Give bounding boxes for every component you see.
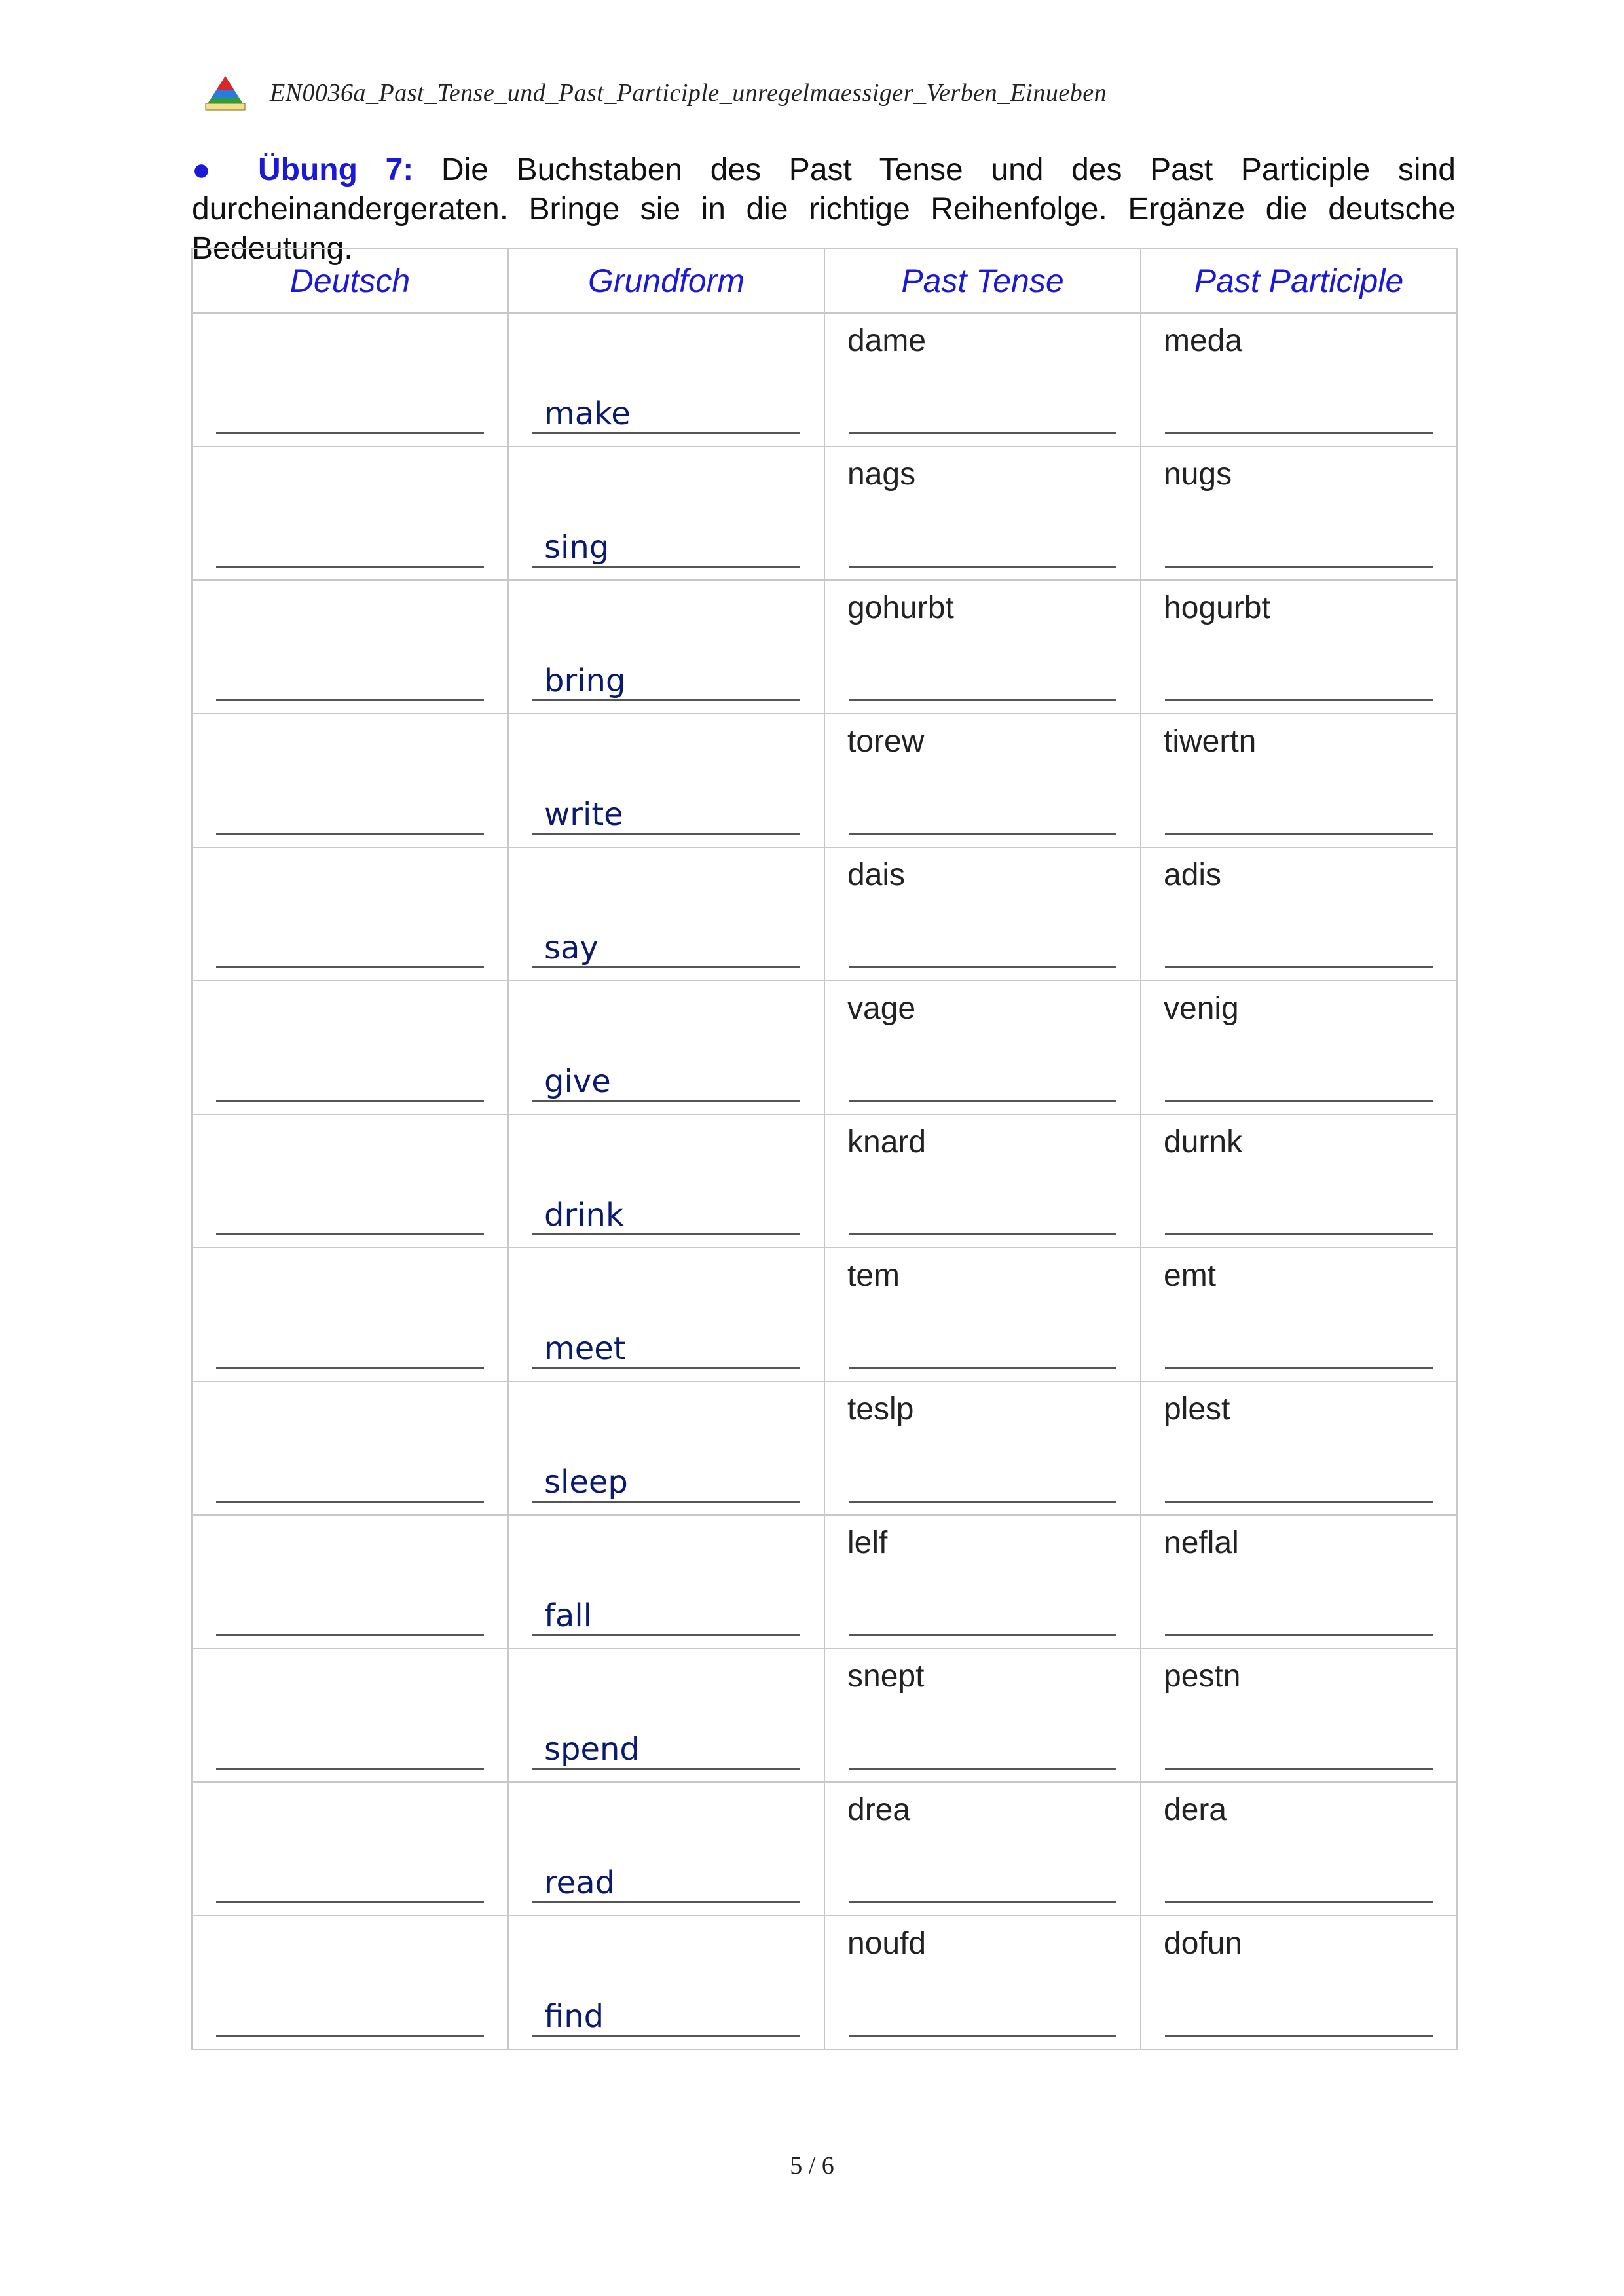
- scrambled-past-tense: teslp: [847, 1392, 914, 1427]
- document-title: EN0036a_Past_Tense_und_Past_Participle_unregelmaessiger_Verben_Einueben: [270, 79, 1107, 107]
- grundform-word: spend: [544, 1731, 640, 1768]
- verb-table: [191, 248, 1458, 2050]
- table-row: [192, 1916, 1457, 2049]
- cell-past-tense: [824, 580, 1141, 714]
- scrambled-past-tense: knard: [847, 1125, 927, 1159]
- grundform-line: [532, 923, 800, 968]
- past-tense-answer-line[interactable]: [849, 566, 1116, 568]
- scrambled-past-participle: dera: [1164, 1793, 1227, 1827]
- deutsch-answer-line[interactable]: [216, 432, 484, 434]
- cell-grundform: [508, 714, 824, 847]
- cell-deutsch: [192, 446, 508, 580]
- past-participle-answer-line[interactable]: [1165, 1367, 1433, 1369]
- past-participle-answer-line[interactable]: [1165, 566, 1433, 568]
- cell-grundform: [508, 1916, 824, 2049]
- deutsch-answer-line[interactable]: [216, 1768, 484, 1770]
- cell-past-participle: [1141, 580, 1457, 714]
- grundform-word: read: [544, 1865, 616, 1901]
- deutsch-answer-line[interactable]: [216, 1367, 484, 1369]
- past-participle-answer-line[interactable]: [1165, 966, 1433, 968]
- scrambled-past-participle: plest: [1164, 1392, 1230, 1427]
- header-past-participle: Past Participle: [1141, 249, 1457, 313]
- table-row: [192, 981, 1457, 1114]
- cell-deutsch: [192, 580, 508, 714]
- past-participle-answer-line[interactable]: [1165, 699, 1433, 701]
- deutsch-answer-line[interactable]: [216, 1901, 484, 1903]
- past-tense-answer-line[interactable]: [849, 699, 1116, 701]
- grundform-word: give: [544, 1063, 611, 1100]
- grundform-line: [532, 1324, 800, 1369]
- scrambled-past-tense: nags: [847, 457, 916, 492]
- cell-past-participle: [1141, 714, 1457, 847]
- header-grundform: Grundform: [508, 249, 824, 313]
- instruction-text: Die Buchstaben des Past Tense und des Past Participle sind durcheinandergeraten. Bringe sie in die richtige Reihenfolge. Ergänze die deutsche Bedeutung.: [192, 153, 1456, 266]
- cell-grundform: [508, 1649, 824, 1782]
- table-row: [192, 1649, 1457, 1782]
- cell-deutsch: [192, 1515, 508, 1649]
- cell-deutsch: [192, 1114, 508, 1248]
- table-row: [192, 1515, 1457, 1649]
- past-participle-answer-line[interactable]: [1165, 1233, 1433, 1235]
- cell-past-participle: [1141, 446, 1457, 580]
- cell-grundform: [508, 1515, 824, 1649]
- cell-grundform: [508, 1114, 824, 1248]
- scrambled-past-participle: dofun: [1164, 1926, 1243, 1961]
- past-tense-answer-line[interactable]: [849, 2035, 1116, 2037]
- cell-past-participle: [1141, 313, 1457, 446]
- page-number: 5 / 6: [790, 2152, 834, 2179]
- table-row: [192, 446, 1457, 580]
- cell-past-tense: [824, 1916, 1141, 2049]
- grundform-word: bring: [544, 663, 626, 699]
- publisher-logo-icon: [204, 75, 246, 111]
- grundform-line: [532, 1858, 800, 1903]
- grundform-line: [532, 1457, 800, 1503]
- cell-past-tense: [824, 1248, 1141, 1381]
- cell-past-tense: [824, 1381, 1141, 1515]
- grundform-word: meet: [544, 1330, 626, 1367]
- deutsch-answer-line[interactable]: [216, 1100, 484, 1102]
- deutsch-answer-line[interactable]: [216, 1501, 484, 1503]
- grundform-line: [532, 389, 800, 434]
- scrambled-past-participle: durnk: [1164, 1125, 1243, 1159]
- past-participle-answer-line[interactable]: [1165, 1901, 1433, 1903]
- table-row: [192, 580, 1457, 714]
- past-tense-answer-line[interactable]: [849, 1233, 1116, 1235]
- exercise-label: Übung 7:: [257, 153, 414, 187]
- cell-deutsch: [192, 1248, 508, 1381]
- past-tense-answer-line[interactable]: [849, 1634, 1116, 1636]
- cell-past-tense: [824, 446, 1141, 580]
- cell-past-participle: [1141, 1782, 1457, 1916]
- cell-grundform: [508, 1782, 824, 1916]
- scrambled-past-tense: dais: [847, 858, 906, 892]
- past-tense-answer-line[interactable]: [849, 1100, 1116, 1102]
- cell-grundform: [508, 1381, 824, 1515]
- cell-deutsch: [192, 847, 508, 981]
- grundform-line: [532, 1724, 800, 1770]
- table-row: [192, 313, 1457, 446]
- document-header: [204, 73, 1107, 113]
- cell-past-tense: [824, 1782, 1141, 1916]
- cell-past-participle: [1141, 1916, 1457, 2049]
- past-tense-answer-line[interactable]: [849, 1768, 1116, 1770]
- header-past-tense: Past Tense: [824, 249, 1141, 313]
- bullet-icon: ●: [192, 153, 231, 187]
- grundform-line: [532, 1992, 800, 2037]
- past-participle-answer-line[interactable]: [1165, 1501, 1433, 1503]
- table-row: [192, 1248, 1457, 1381]
- table-body: [192, 313, 1457, 2049]
- header-deutsch: Deutsch: [192, 249, 508, 313]
- scrambled-past-tense: tem: [847, 1258, 900, 1293]
- cell-past-participle: [1141, 1114, 1457, 1248]
- grundform-word: make: [544, 395, 631, 432]
- cell-deutsch: [192, 1782, 508, 1916]
- scrambled-past-participle: nugs: [1164, 457, 1232, 492]
- past-participle-answer-line[interactable]: [1165, 2035, 1433, 2037]
- cell-past-participle: [1141, 981, 1457, 1114]
- cell-grundform: [508, 580, 824, 714]
- deutsch-answer-line[interactable]: [216, 2035, 484, 2037]
- grundform-line: [532, 790, 800, 835]
- deutsch-answer-line[interactable]: [216, 1634, 484, 1636]
- cell-deutsch: [192, 313, 508, 446]
- table-row: [192, 847, 1457, 981]
- scrambled-past-tense: torew: [847, 724, 925, 759]
- grundform-line: [532, 1591, 800, 1636]
- deutsch-answer-line[interactable]: [216, 1233, 484, 1235]
- grundform-word: find: [544, 1998, 604, 2035]
- past-tense-answer-line[interactable]: [849, 833, 1116, 835]
- cell-past-tense: [824, 1114, 1141, 1248]
- past-participle-answer-line[interactable]: [1165, 1634, 1433, 1636]
- scrambled-past-participle: adis: [1164, 858, 1222, 892]
- cell-deutsch: [192, 1916, 508, 2049]
- cell-grundform: [508, 313, 824, 446]
- cell-deutsch: [192, 1649, 508, 1782]
- scrambled-past-tense: snept: [847, 1659, 925, 1694]
- grundform-word: sleep: [544, 1464, 628, 1501]
- cell-grundform: [508, 1248, 824, 1381]
- scrambled-past-tense: lelf: [847, 1525, 888, 1560]
- scrambled-past-participle: meda: [1164, 323, 1243, 358]
- past-participle-answer-line[interactable]: [1165, 1100, 1433, 1102]
- table-row: [192, 1782, 1457, 1916]
- cell-deutsch: [192, 714, 508, 847]
- grundform-word: say: [544, 930, 599, 966]
- cell-past-tense: [824, 1515, 1141, 1649]
- deutsch-answer-line[interactable]: [216, 699, 484, 701]
- past-tense-answer-line[interactable]: [849, 966, 1116, 968]
- scrambled-past-tense: noufd: [847, 1926, 927, 1961]
- cell-past-tense: [824, 313, 1141, 446]
- cell-past-participle: [1141, 1649, 1457, 1782]
- cell-past-tense: [824, 1649, 1141, 1782]
- cell-past-participle: [1141, 1515, 1457, 1649]
- cell-past-participle: [1141, 1248, 1457, 1381]
- cell-past-participle: [1141, 847, 1457, 981]
- cell-past-participle: [1141, 1381, 1457, 1515]
- past-participle-answer-line[interactable]: [1165, 1768, 1433, 1770]
- scrambled-past-participle: pestn: [1164, 1659, 1241, 1694]
- past-participle-answer-line[interactable]: [1165, 833, 1433, 835]
- scrambled-past-participle: hogurbt: [1164, 591, 1270, 625]
- cell-past-tense: [824, 981, 1141, 1114]
- scrambled-past-tense: drea: [847, 1793, 911, 1827]
- scrambled-past-tense: vage: [847, 991, 916, 1026]
- deutsch-answer-line[interactable]: [216, 566, 484, 568]
- grundform-word: write: [544, 796, 623, 833]
- past-tense-answer-line[interactable]: [849, 432, 1116, 434]
- past-tense-answer-line[interactable]: [849, 1367, 1116, 1369]
- past-tense-answer-line[interactable]: [849, 1901, 1116, 1903]
- cell-deutsch: [192, 1381, 508, 1515]
- past-tense-answer-line[interactable]: [849, 1501, 1116, 1503]
- grundform-word: fall: [544, 1597, 592, 1634]
- scrambled-past-participle: venig: [1164, 991, 1239, 1026]
- cell-past-tense: [824, 847, 1141, 981]
- cell-grundform: [508, 446, 824, 580]
- cell-deutsch: [192, 981, 508, 1114]
- grundform-word: sing: [544, 529, 610, 566]
- past-participle-answer-line[interactable]: [1165, 432, 1433, 434]
- table-row: [192, 714, 1457, 847]
- scrambled-past-tense: dame: [847, 323, 927, 358]
- cell-grundform: [508, 981, 824, 1114]
- grundform-line: [532, 1057, 800, 1102]
- grundform-word: drink: [544, 1197, 624, 1233]
- grundform-line: [532, 522, 800, 568]
- grundform-line: [532, 656, 800, 701]
- grundform-line: [532, 1190, 800, 1235]
- scrambled-past-participle: emt: [1164, 1258, 1217, 1293]
- table-row: [192, 1381, 1457, 1515]
- table-row: [192, 1114, 1457, 1248]
- deutsch-answer-line[interactable]: [216, 833, 484, 835]
- table-header-row: [192, 249, 1457, 313]
- cell-past-tense: [824, 714, 1141, 847]
- scrambled-past-tense: gohurbt: [847, 591, 954, 625]
- cell-grundform: [508, 847, 824, 981]
- scrambled-past-participle: neflal: [1164, 1525, 1239, 1560]
- scrambled-past-participle: tiwertn: [1164, 724, 1257, 759]
- deutsch-answer-line[interactable]: [216, 966, 484, 968]
